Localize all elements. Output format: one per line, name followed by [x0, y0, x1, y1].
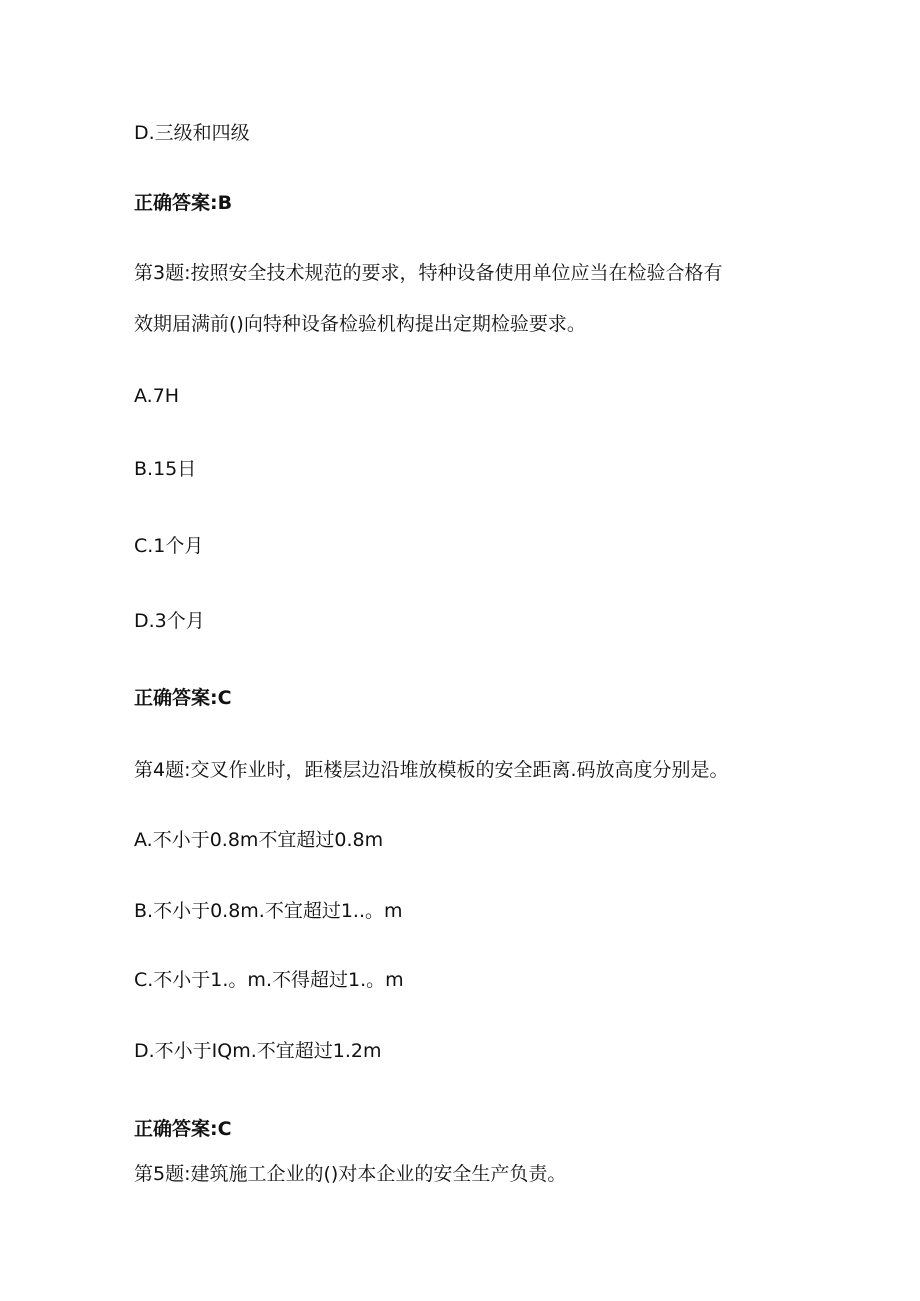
- question-3-line-2: 效期届满前()向特种设备检验机构提出定期检验要求。: [134, 313, 586, 335]
- option-q4-d: D.不小于IQm.不宜超过1.2m: [134, 1040, 382, 1062]
- option-q4-a: A.不小于0.8m不宜超过0.8m: [134, 829, 384, 851]
- option-q3-c: C.1个月: [134, 535, 204, 557]
- option-q4-c: C.不小于1.。m.不得超过1.。m: [134, 969, 404, 991]
- question-4: 第4题:交叉作业时，距楼层边沿堆放模板的安全距离.码放高度分别是。: [134, 759, 729, 781]
- correct-answer-q4: 正确答案:C: [134, 1118, 232, 1140]
- option-q3-a: A.7H: [134, 385, 180, 407]
- question-5: 第5题:建筑施工企业的()对本企业的安全生产负责。: [134, 1163, 567, 1185]
- option-q3-b: B.15日: [134, 458, 197, 480]
- option-q3-d: D.3个月: [134, 610, 205, 632]
- option-q2-d: D.三级和四级: [134, 122, 250, 144]
- correct-answer-q2: 正确答案:B: [134, 192, 233, 214]
- correct-answer-q3: 正确答案:C: [134, 687, 232, 709]
- option-q4-b: B.不小于0.8m.不宜超过1..。m: [134, 900, 403, 922]
- question-3-line-1: 第3题:按照安全技术规范的要求，特种设备使用单位应当在检验合格有: [134, 262, 723, 284]
